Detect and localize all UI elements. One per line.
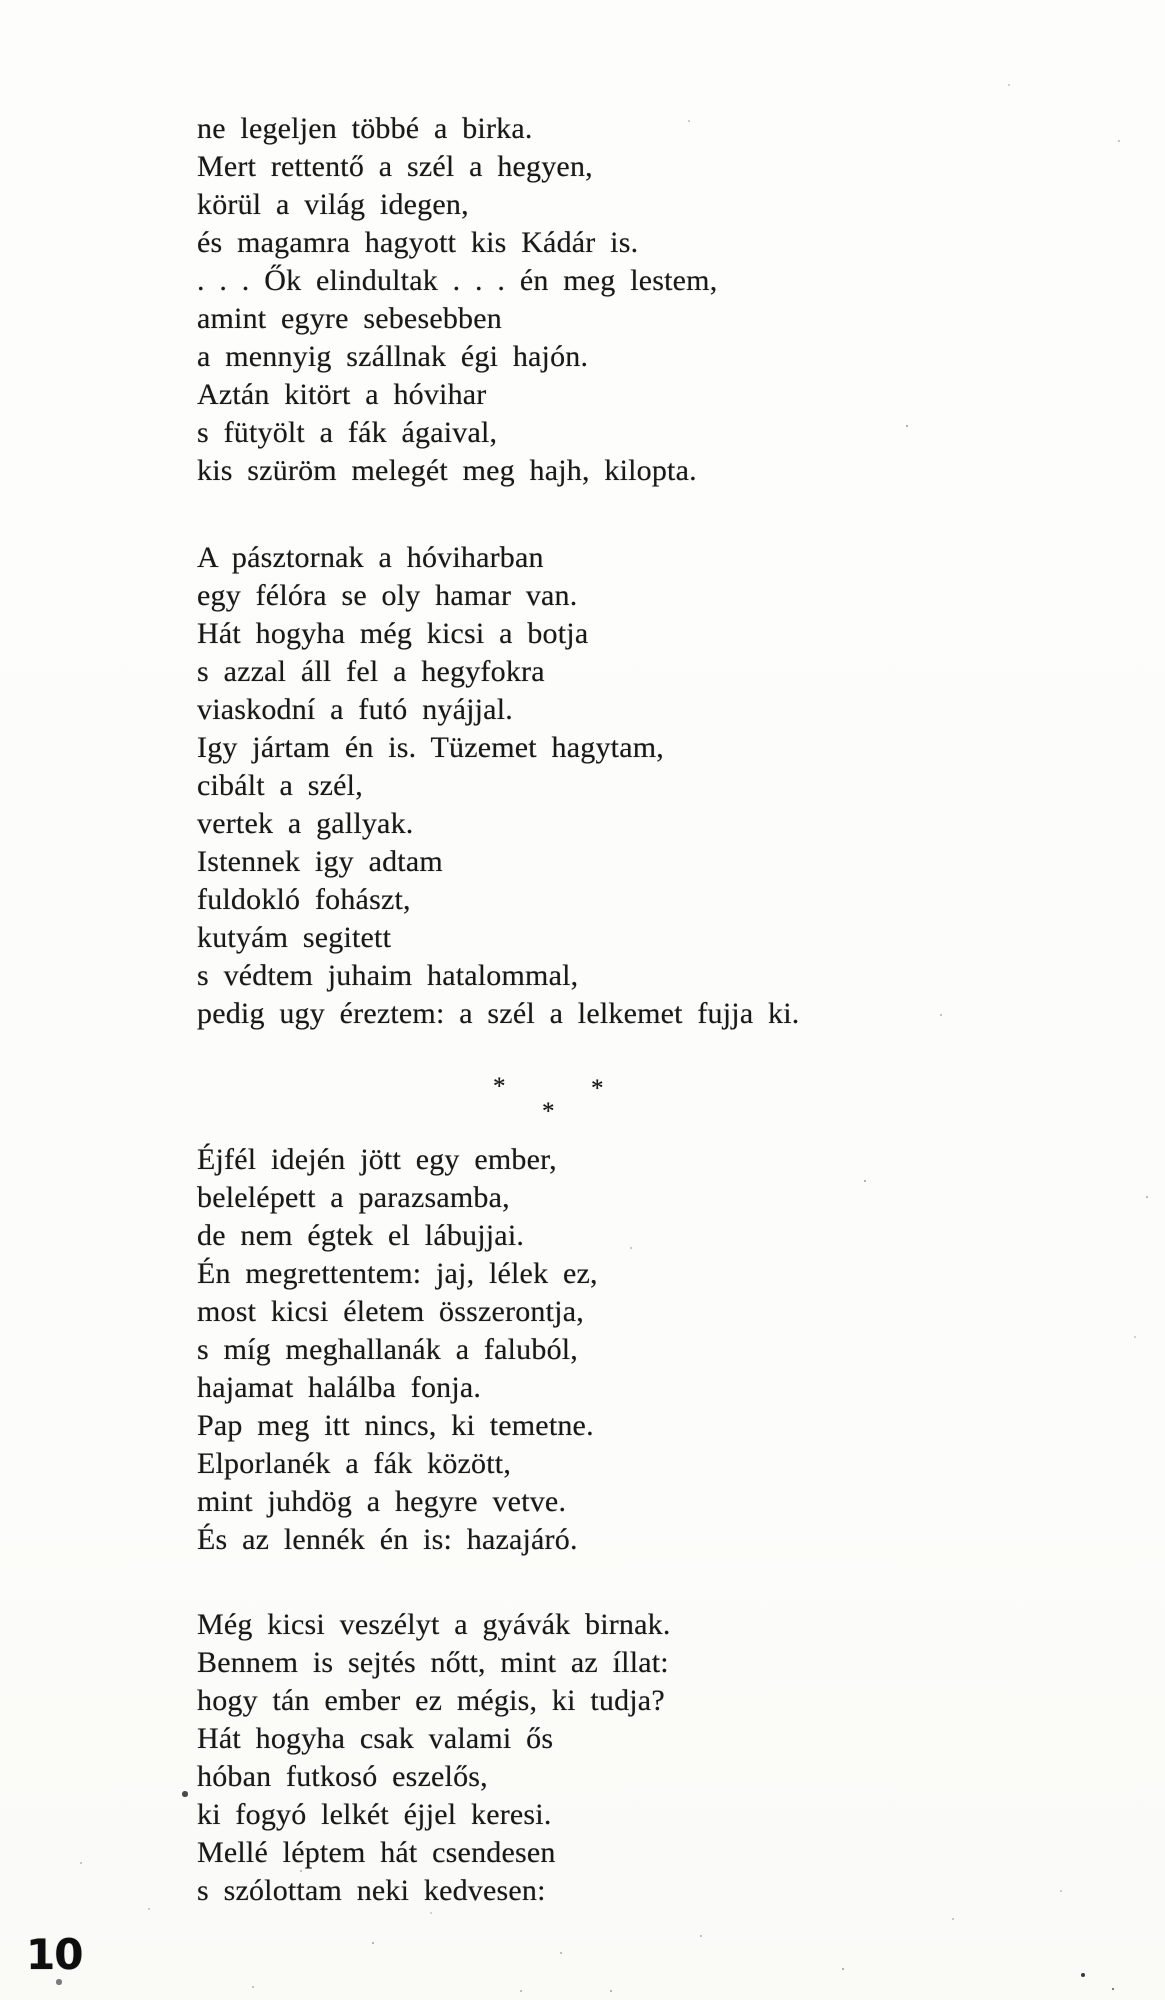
poem-line: pedig ugy éreztem: a szél a lelkemet fujja ki. (197, 997, 800, 1030)
poem-line: Istennek igy adtam (197, 845, 443, 878)
poem-line: vertek a gallyak. (197, 807, 414, 840)
poem-line: Hát hogyha csak valami ős (197, 1722, 554, 1755)
poem-line: Én megrettentem: jaj, lélek ez, (197, 1257, 598, 1290)
poem-line: Igy jártam én is. Tüzemet hagytam, (197, 731, 664, 764)
poem-line: és magamra hagyott kis Kádár is. (197, 226, 639, 259)
poem-line: viaskodní a futó nyájjal. (197, 693, 513, 726)
poem-line: cibált a szél, (197, 769, 363, 802)
poem-line: hogy tán ember ez mégis, ki tudja? (197, 1684, 665, 1717)
stanza-4 (197, 1606, 799, 1910)
asterisk-icon: * (493, 1073, 506, 1100)
poem-line: És az lennék én is: hazajáró. (197, 1523, 578, 1556)
stanza-separator (197, 1033, 799, 1141)
poem-line: fuldokló fohászt, (197, 883, 411, 916)
poem-line: . . . Ők elindultak . . . én meg lestem, (197, 264, 718, 297)
scan-noise (0, 0, 2, 2)
poem-line: s védtem juhaim hatalommal, (197, 959, 579, 992)
poem-text-block (197, 110, 799, 1910)
poem-line: Hát hogyha még kicsi a botja (197, 617, 589, 650)
poem-line: s fütyölt a fák ágaival, (197, 416, 498, 449)
poem-line: hajamat halálba fonja. (197, 1371, 482, 1404)
poem-line: ne legeljen többé a birka. (197, 112, 533, 145)
poem-line: körül a világ idegen, (197, 188, 469, 221)
asterisk-icon: * (542, 1098, 555, 1125)
poem-line: egy félóra se oly hamar van. (197, 579, 578, 612)
poem-line: Éjfél idején jött egy ember, (197, 1143, 557, 1176)
poem-line: amint egyre sebesebben (197, 302, 502, 335)
poem-line: Elporlanék a fák között, (197, 1447, 512, 1480)
poem-line: a mennyig szállnak égi hajón. (197, 340, 589, 373)
poem-line: s azzal áll fel a hegyfokra (197, 655, 545, 688)
stanza-3 (197, 1141, 799, 1559)
poem-line: ki fogyó lelkét éjjel keresi. (197, 1798, 552, 1831)
poem-line: Pap meg itt nincs, ki temetne. (197, 1409, 594, 1442)
poem-line: de nem égtek el lábujjai. (197, 1219, 525, 1252)
stanza-1 (197, 110, 799, 490)
poem-line: kutyám segitett (197, 921, 392, 954)
poem-line: most kicsi életem összerontja, (197, 1295, 584, 1328)
poem-line: s szólottam neki kedvesen: (197, 1874, 546, 1907)
poem-line: Aztán kitört a hóvihar (197, 378, 487, 411)
poem-line: Bennem is sejtés nőtt, mint az íllat: (197, 1646, 669, 1679)
poem-line: belelépett a parazsamba, (197, 1181, 510, 1214)
poem-line: Mert rettentő a szél a hegyen, (197, 150, 593, 183)
page-number: 10 (26, 1930, 83, 1979)
poem-line: mint juhdög a hegyre vetve. (197, 1485, 567, 1518)
poem-line: Mellé léptem hát csendesen (197, 1836, 556, 1869)
poem-line: Még kicsi veszélyt a gyávák birnak. (197, 1608, 671, 1641)
poem-line: s míg meghallanák a faluból, (197, 1333, 579, 1366)
asterisk-icon: * (591, 1075, 604, 1102)
poem-line: A pásztornak a hóviharban (197, 541, 544, 574)
poem-line: kis szüröm melegét meg hajh, kilopta. (197, 454, 697, 487)
poem-line: hóban futkosó eszelős, (197, 1760, 488, 1793)
stanza-2 (197, 539, 799, 1033)
